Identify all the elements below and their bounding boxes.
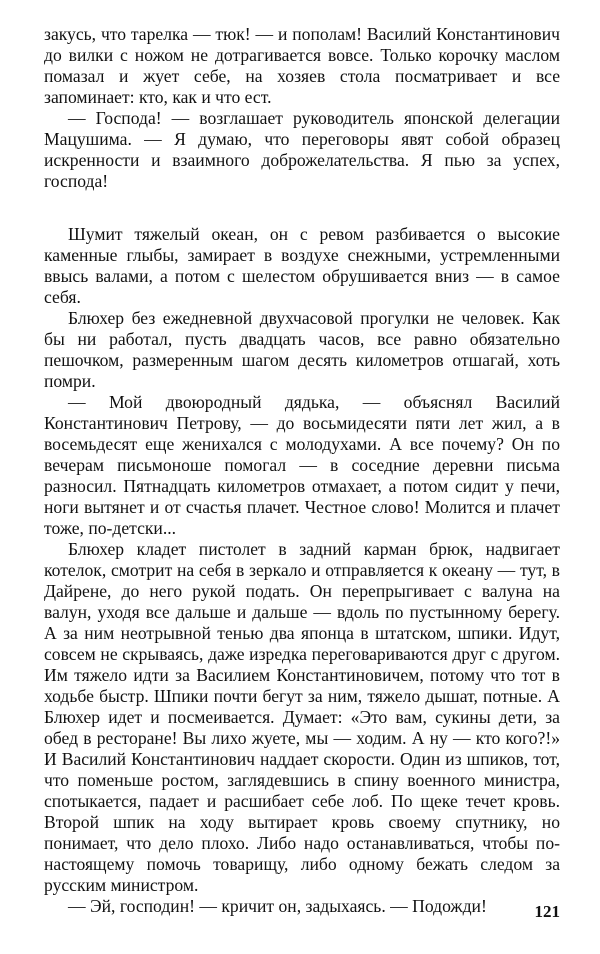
paragraph: — Мой двоюродный дядька, — объяснял Василий Константинович Петрову, — до восьмидесяти пяти лет жил, а в восемьдесят еще женихался с молодухами. А все почему? Он по вечерам письмоноше помогал — в соседние деревни письма разносил. Пятнадцать километров отмахает, а потом сидит у печи, ноги вытянет и от счастья плачет. Честное слово! Молится и плачет тоже, по-детски... [44,392,560,538]
paragraph: Шумит тяжелый океан, он с ревом разбивается о высокие каменные глыбы, замирает в воздухе снежными, устремленными ввысь валами, а потом с шелестом обрушивается вниз — в самое себя. [44,224,560,307]
paragraph: — Господа! — возглашает руководитель японской делегации Мацушима. — Я думаю, что переговоры явят собой образец искренности и взаимного доброжелательства. Я пью за успех, господа! [44,108,560,191]
paragraph: — Эй, господин! — кричит он, задыхаясь. — Подожди! [68,896,487,916]
paragraph: Блюхер без ежедневной двухчасовой прогулки не человек. Как бы ни работал, пусть двадцать часов, все равно обязательно пешочком, размеренным шагом десять километров отшагай, хоть помри. [44,308,560,391]
text-section-ocean-walk [44,224,560,917]
page-number: 121 [534,902,560,921]
text-section-dinner [44,24,560,192]
paragraph: закусь, что тарелка — тюк! — и пополам! Василий Константинович до вилки с ножом не дотрагивается вовсе. Только корочку маслом помазал и жует себе, на хозяев стола посматривает и все запоминает: кто, как и что ест. [44,24,560,107]
paragraph: Блюхер кладет пистолет в задний карман брюк, надвигает котелок, смотрит на себя в зеркало и отправляется к океану — тут, в Дайрене, до него рукой подать. Он перепрыгивает с валуна на валун, уходя все дальше и дальше — вдоль по пустынному берегу. А за ним неотрывной тенью два японца в штатском, шпики. Идут, совсем не скрываясь, даже изредка переговариваются друг с другом. Им тяжело идти за Василием Константиновичем, потому что тот в ходьбе быстр. Шпики почти бегут за ним, тяжело дышат, потные. А Блюхер идет и посмеивается. Думает: «Это вам, сукины дети, за обед в ресторане! Вы лихо жуете, мы — ходим. А ну — кто кого?!» И Василий Константинович наддает скорости. Один из шпиков, тот, что поменьше ростом, заглядевшись в спину военного министра, спотыкается, падает и расшибает себе лоб. По щеке течет кровь. Второй шпик на ходу вытирает кровь своему спутнику, но понимает, что дело плохо. Либо надо останавливаться, чтобы по-настоящему помочь товарищу, либо одному бежать следом за русским министром. [44,539,560,895]
